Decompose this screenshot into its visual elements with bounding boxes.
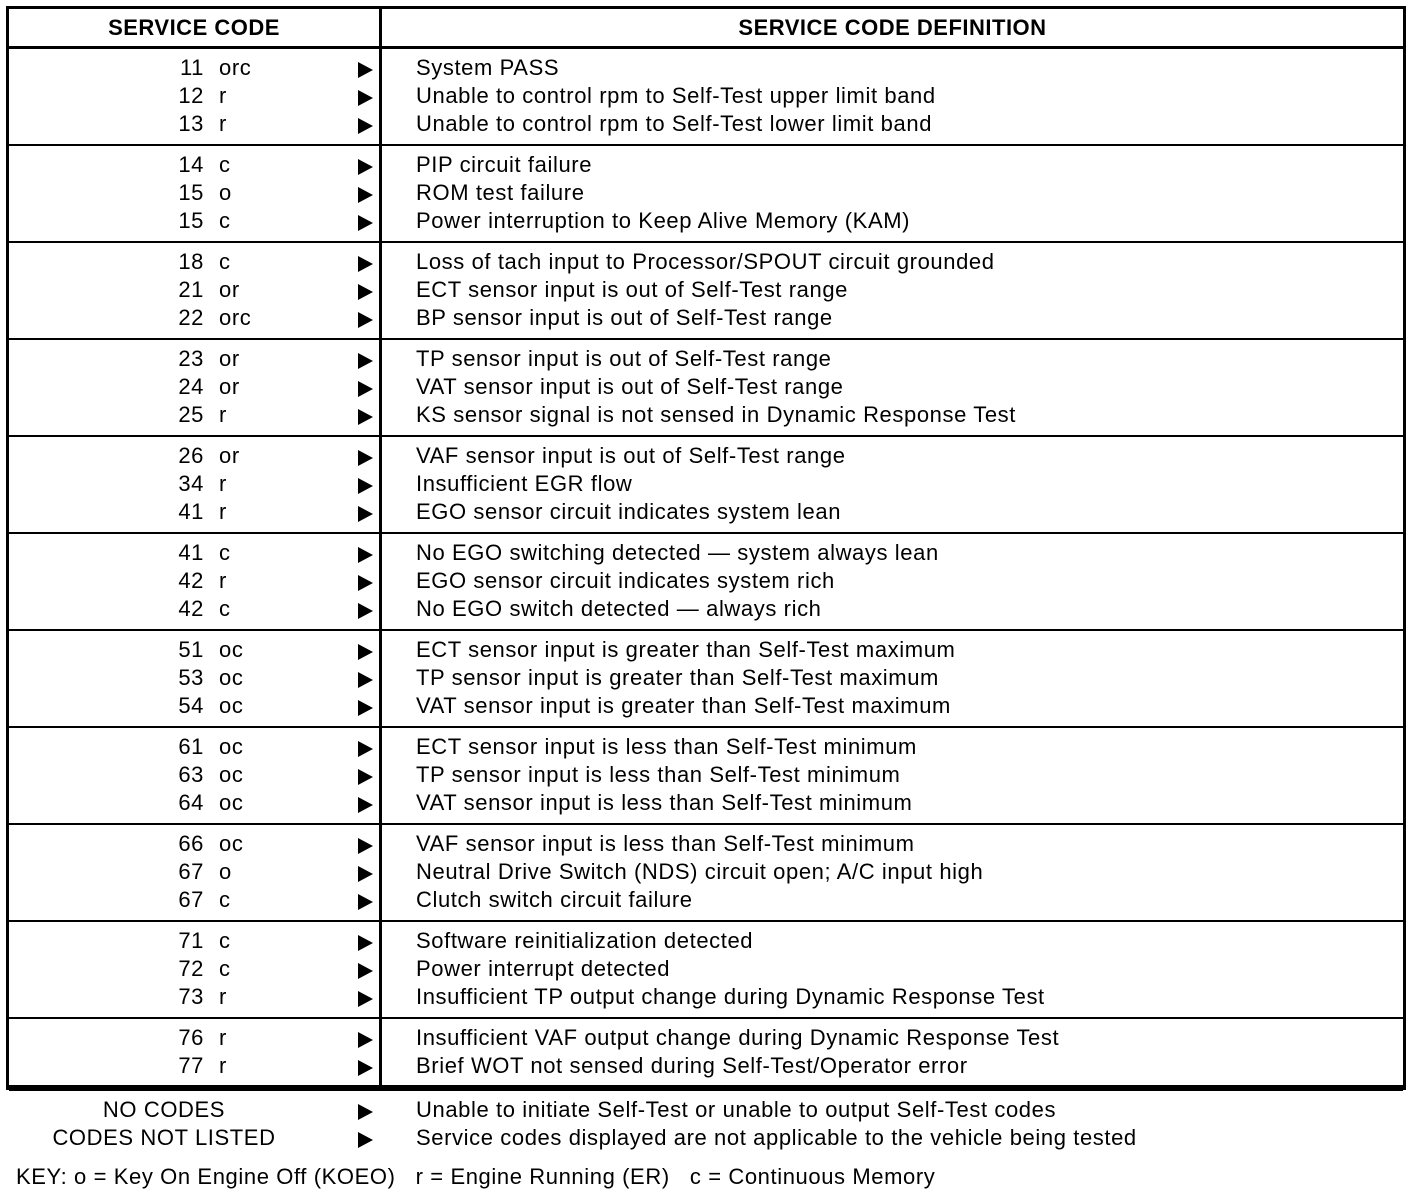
service-code: 11	[179, 55, 204, 80]
right-triangle-arrow-icon	[358, 603, 373, 619]
service-code-definition: ECT sensor input is less than Self-Test minimum	[416, 734, 917, 759]
test-mode: r	[219, 1053, 227, 1078]
right-triangle-arrow-icon	[358, 1132, 373, 1148]
service-code-definition: TP sensor input is out of Self-Test range	[416, 346, 832, 371]
service-code-definition: No EGO switch detected — always rich	[416, 596, 822, 621]
test-mode: or	[219, 374, 240, 399]
right-triangle-arrow-icon	[358, 838, 373, 854]
right-triangle-arrow-icon	[358, 1060, 373, 1076]
test-mode: or	[219, 443, 240, 468]
service-code-definition: EGO sensor circuit indicates system lean	[416, 499, 842, 524]
service-code: 63	[178, 762, 204, 787]
test-mode: oc	[219, 734, 244, 759]
right-triangle-arrow-icon	[358, 935, 373, 951]
code-group	[9, 728, 1403, 825]
service-code: 22	[178, 305, 204, 330]
right-triangle-arrow-icon	[358, 90, 373, 106]
test-mode: or	[219, 277, 240, 302]
table-row	[9, 1096, 1403, 1124]
right-triangle-arrow-icon	[358, 506, 373, 522]
right-triangle-arrow-icon	[358, 215, 373, 231]
header-service-code-definition: SERVICE CODE DEFINITION	[738, 15, 1047, 40]
test-mode: c	[219, 249, 231, 274]
service-code-definition: TP sensor input is less than Self-Test minimum	[416, 762, 901, 787]
table-row	[9, 636, 1403, 664]
table-row	[9, 886, 1403, 914]
right-triangle-arrow-icon	[358, 478, 373, 494]
service-code-definition: VAT sensor input is less than Self-Test minimum	[416, 790, 913, 815]
table-row	[9, 761, 1403, 789]
service-code-definition: Loss of tach input to Processor/SPOUT circuit grounded	[416, 249, 995, 274]
table-row	[9, 733, 1403, 761]
service-code-definition: VAF sensor input is out of Self-Test range	[416, 443, 846, 468]
service-code: 25	[178, 402, 204, 427]
service-code: 54	[178, 693, 204, 718]
right-triangle-arrow-icon	[358, 409, 373, 425]
service-code: 61	[178, 734, 204, 759]
test-mode: oc	[219, 637, 244, 662]
table-row	[9, 401, 1403, 429]
code-group	[9, 49, 1403, 146]
service-code: 53	[178, 665, 204, 690]
right-triangle-arrow-icon	[358, 159, 373, 175]
service-code: 77	[178, 1053, 204, 1078]
service-code-definition: ECT sensor input is out of Self-Test range	[416, 277, 848, 302]
table-row	[9, 664, 1403, 692]
test-mode: o	[219, 859, 232, 884]
service-code-definition: Unable to initiate Self-Test or unable to output Self-Test codes	[416, 1097, 1057, 1122]
service-code: 67	[178, 887, 204, 912]
table-row	[9, 1052, 1403, 1080]
right-triangle-arrow-icon	[358, 991, 373, 1007]
table-row	[9, 54, 1403, 82]
test-mode: oc	[219, 665, 244, 690]
test-mode: oc	[219, 762, 244, 787]
service-code-definition: ROM test failure	[416, 180, 585, 205]
service-code-definition: Unable to control rpm to Self-Test lower limit band	[416, 111, 933, 136]
right-triangle-arrow-icon	[358, 547, 373, 563]
service-code-definition: BP sensor input is out of Self-Test range	[416, 305, 833, 330]
table-row	[9, 955, 1403, 983]
service-code: 24	[178, 374, 204, 399]
table-row	[9, 373, 1403, 401]
test-mode: c	[219, 152, 231, 177]
code-group	[9, 631, 1403, 728]
table-row	[9, 207, 1403, 235]
code-group	[9, 340, 1403, 437]
service-code: 21	[178, 277, 204, 302]
table-row	[9, 567, 1403, 595]
service-code-definition: EGO sensor circuit indicates system rich	[416, 568, 835, 593]
right-triangle-arrow-icon	[358, 312, 373, 328]
service-code: 41	[178, 540, 204, 565]
right-triangle-arrow-icon	[358, 575, 373, 591]
service-code: 14	[178, 152, 204, 177]
test-mode: orc	[219, 55, 252, 80]
header-service-code: SERVICE CODE	[108, 15, 280, 40]
test-mode: c	[219, 596, 231, 621]
service-code-definition: PIP circuit failure	[416, 152, 593, 177]
service-code: 34	[178, 471, 204, 496]
table-row	[9, 858, 1403, 886]
service-code: 42	[178, 596, 204, 621]
service-code: 15	[178, 208, 204, 233]
test-mode: c	[219, 956, 231, 981]
table-row	[9, 1024, 1403, 1052]
right-triangle-arrow-icon	[358, 1032, 373, 1048]
table-row	[9, 179, 1403, 207]
service-code: CODES NOT LISTED	[52, 1125, 276, 1150]
right-triangle-arrow-icon	[358, 700, 373, 716]
service-code-definition: KS sensor signal is not sensed in Dynamic Response Test	[416, 402, 1016, 427]
table-row	[9, 470, 1403, 498]
key-legend: KEY: o = Key On Engine Off (KOEO) r = Engine Running (ER) c = Continuous Memory	[16, 1164, 936, 1189]
service-code: 13	[178, 111, 204, 136]
test-mode: orc	[219, 305, 252, 330]
table-row	[9, 595, 1403, 623]
table-row	[9, 304, 1403, 332]
right-triangle-arrow-icon	[358, 1104, 373, 1120]
right-triangle-arrow-icon	[358, 644, 373, 660]
service-code: 42	[178, 568, 204, 593]
right-triangle-arrow-icon	[358, 284, 373, 300]
table-row	[9, 442, 1403, 470]
service-code: 72	[178, 956, 204, 981]
service-code: 26	[178, 443, 204, 468]
right-triangle-arrow-icon	[358, 118, 373, 134]
test-mode: r	[219, 471, 227, 496]
service-code: 23	[178, 346, 204, 371]
table-row	[9, 248, 1403, 276]
right-triangle-arrow-icon	[358, 62, 373, 78]
right-triangle-arrow-icon	[358, 187, 373, 203]
service-code-definition: Power interruption to Keep Alive Memory (KAM)	[416, 208, 911, 233]
right-triangle-arrow-icon	[358, 866, 373, 882]
table-header	[9, 9, 1403, 49]
test-mode: c	[219, 208, 231, 233]
test-mode: oc	[219, 831, 244, 856]
service-code-definition: Service codes displayed are not applicable to the vehicle being tested	[416, 1125, 1137, 1150]
service-code-definition: VAT sensor input is greater than Self-Test maximum	[416, 693, 951, 718]
right-triangle-arrow-icon	[358, 769, 373, 785]
test-mode: c	[219, 928, 231, 953]
test-mode: r	[219, 499, 227, 524]
service-code-definition: Neutral Drive Switch (NDS) circuit open; A/C input high	[416, 859, 984, 884]
service-code-definition: VAF sensor input is less than Self-Test minimum	[416, 831, 915, 856]
service-code-definition: System PASS	[416, 55, 560, 80]
service-code: 15	[178, 180, 204, 205]
service-code: 51	[178, 637, 204, 662]
table-row	[9, 927, 1403, 955]
table-row	[9, 789, 1403, 817]
service-code: 73	[178, 984, 204, 1009]
test-mode: r	[219, 1025, 227, 1050]
table-body	[9, 49, 1403, 1154]
right-triangle-arrow-icon	[358, 450, 373, 466]
test-mode: c	[219, 540, 231, 565]
table-row	[9, 110, 1403, 138]
service-code-definition: No EGO switching detected — system always lean	[416, 540, 939, 565]
table-row	[9, 1124, 1403, 1152]
service-code-definition: Software reinitialization detected	[416, 928, 754, 953]
test-mode: r	[219, 984, 227, 1009]
table-row	[9, 151, 1403, 179]
code-group	[9, 534, 1403, 631]
service-code-definition: TP sensor input is greater than Self-Test maximum	[416, 665, 939, 690]
service-code-definition: Clutch switch circuit failure	[416, 887, 693, 912]
service-code-definition: Power interrupt detected	[416, 956, 671, 981]
right-triangle-arrow-icon	[358, 353, 373, 369]
code-group	[9, 146, 1403, 243]
service-code: 71	[178, 928, 204, 953]
right-triangle-arrow-icon	[358, 797, 373, 813]
right-triangle-arrow-icon	[358, 963, 373, 979]
service-code: 76	[178, 1025, 204, 1050]
right-triangle-arrow-icon	[358, 672, 373, 688]
code-group	[9, 437, 1403, 534]
right-triangle-arrow-icon	[358, 741, 373, 757]
service-code-definition: Unable to control rpm to Self-Test upper limit band	[416, 83, 936, 108]
service-code-table	[6, 6, 1406, 1150]
test-mode: or	[219, 346, 240, 371]
table-row	[9, 276, 1403, 304]
table-row	[9, 82, 1403, 110]
test-mode: r	[219, 568, 227, 593]
code-group	[9, 243, 1403, 340]
table-row	[9, 830, 1403, 858]
service-code-definition: Insufficient EGR flow	[416, 471, 633, 496]
service-code: 18	[178, 249, 204, 274]
service-code: 12	[178, 83, 204, 108]
service-code-definition: ECT sensor input is greater than Self-Test maximum	[416, 637, 956, 662]
test-mode: oc	[219, 790, 244, 815]
right-triangle-arrow-icon	[358, 381, 373, 397]
test-mode: o	[219, 180, 232, 205]
test-mode: r	[219, 402, 227, 427]
code-group	[9, 922, 1403, 1019]
table-row	[9, 539, 1403, 567]
right-triangle-arrow-icon	[358, 256, 373, 272]
service-code: NO CODES	[102, 1097, 226, 1122]
service-code: 64	[178, 790, 204, 815]
code-group	[9, 825, 1403, 922]
service-code-definition: Insufficient TP output change during Dynamic Response Test	[416, 984, 1045, 1009]
service-code: 41	[178, 499, 204, 524]
service-code-definition: VAT sensor input is out of Self-Test range	[416, 374, 844, 399]
service-code: 67	[178, 859, 204, 884]
table-row	[9, 345, 1403, 373]
code-group	[9, 1019, 1403, 1087]
code-group	[9, 1089, 1403, 1154]
table-row	[9, 692, 1403, 720]
service-code: 66	[178, 831, 204, 856]
test-mode: r	[219, 111, 227, 136]
right-triangle-arrow-icon	[358, 894, 373, 910]
service-code-definition: Brief WOT not sensed during Self-Test/Operator error	[416, 1053, 968, 1078]
test-mode: oc	[219, 693, 244, 718]
table-row	[9, 498, 1403, 526]
test-mode: c	[219, 887, 231, 912]
test-mode: r	[219, 83, 227, 108]
service-code-definition: Insufficient VAF output change during Dynamic Response Test	[416, 1025, 1060, 1050]
table-row	[9, 983, 1403, 1011]
